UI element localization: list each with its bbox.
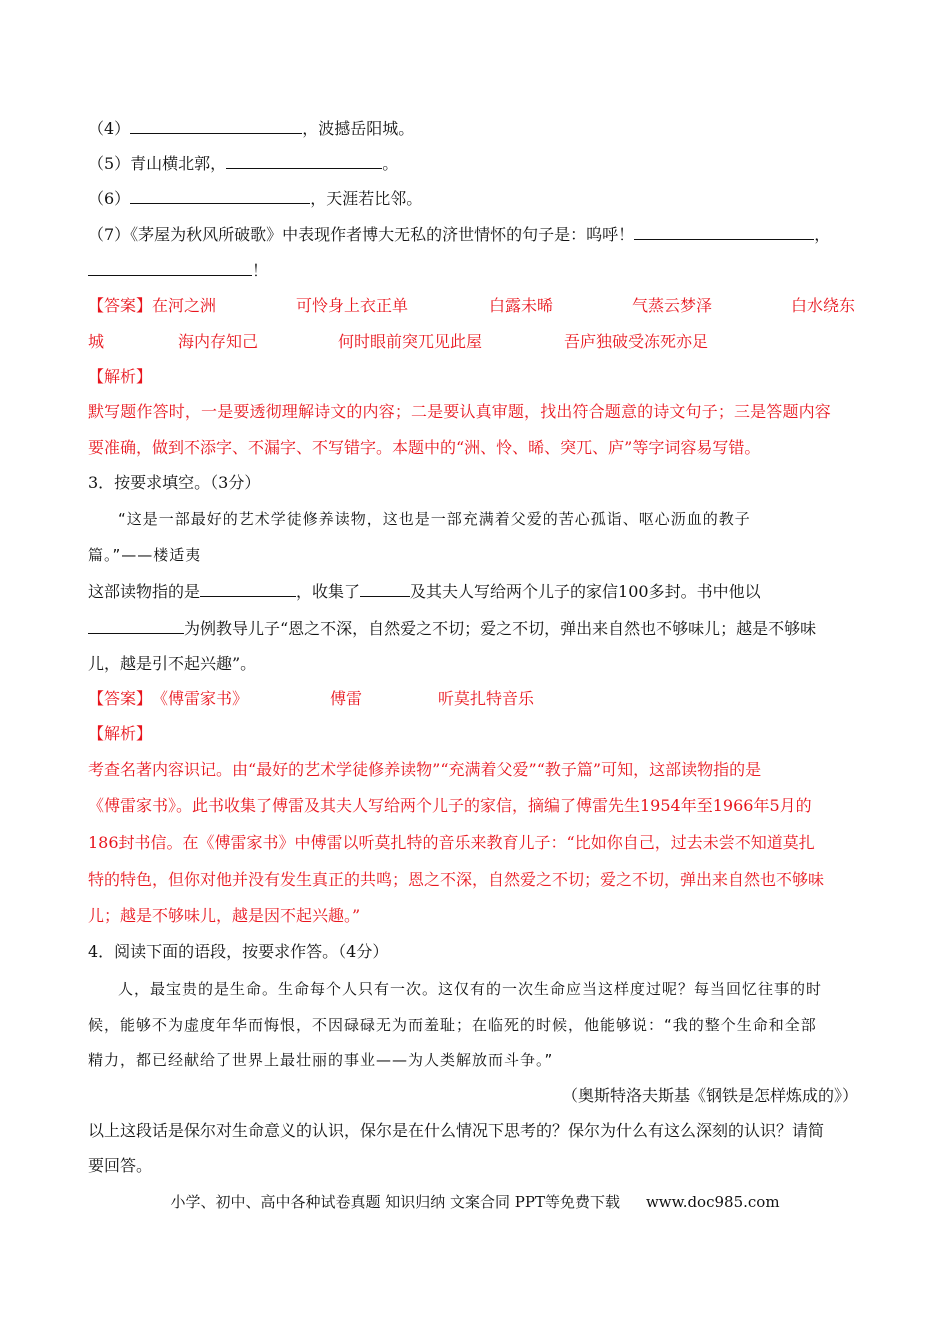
analysis-text: 考查名著内容识记。由“最好的艺术学徒修养读物”“充满着父爱”“教子篇”可知，这部读物指的是 [88,760,762,779]
analysis-text: 186封书信。在《傅雷家书》中傅雷以听莫扎特的音乐来教育儿子：“比如你自己，过去未尝不知道莫扎 [88,833,815,852]
passage-text: 人，最宝贵的是生命。生命每个人只有一次。这仅有的一次生命应当这样度过呢？每当回忆往事的时 [118,980,823,998]
answer-item: 可怜身上衣正单 [296,296,409,315]
answer-blank [130,118,302,134]
answer-blank [130,188,310,204]
answer-item: 城 [88,332,105,351]
answer-blank [634,224,814,240]
analysis-text: 默写题作答时，一是要透彻理解诗文的内容；二是要认真审题，找出符合题意的诗文句子；三是答题内容 [88,402,831,421]
question-text: 以上这段话是保尔对生命意义的认识，保尔是在什么情况下思考的？保尔为什么有这么深刻的认识？请简 [88,1121,825,1140]
quote-text: 篇。”——楼适夷 [88,546,202,564]
footer-text: 小学、初中、高中各种试卷真题 知识归纳 文案合同 PPT等免费下载 [170,1193,620,1211]
answer-item: 白露未晞 [489,296,554,315]
passage-text: 精力，都已经献给了世界上最壮丽的事业——为人类解放而斗争。” [88,1051,554,1069]
answer-blank [360,581,410,597]
item-text: （7）《茅屋为秋风所破歌》中表现作者博大无私的济世情怀的句子是：呜呼！ [88,225,635,244]
passage-source: （奥斯特洛夫斯基《钢铁是怎样炼成的》） [561,1086,858,1105]
analysis-text: 儿；越是不够味儿，越是因不起兴趣。” [88,906,361,925]
item-number: （6） [88,189,131,208]
item-text: 。 [382,154,399,173]
q2-item-7-cont [88,260,268,281]
item-text: ，波撼岳阳城。 [302,119,415,138]
q3-line-2 [88,618,816,639]
analysis-text: 《傅雷家书》。此书收集了傅雷及其夫人写给两个儿子的家信，摘编了傅雷先生1954年至1966年5月的 [88,796,812,815]
answer-item: 海内存知己 [178,332,259,351]
answer-item: 气蒸云梦泽 [632,296,713,315]
item-text: ！ [252,261,269,280]
answer-label: 【答案】 [88,689,153,708]
item-text: （5）青山横北郭， [88,154,227,173]
q3-line-3: 儿，越是引不起兴趣”。 [88,654,257,673]
answer-item: 傅雷 [330,689,363,708]
answer-item: 吾庐独破受冻死亦足 [564,332,709,351]
answer-blank [88,260,252,276]
quote-text: “这是一部最好的艺术学徒修养读物，这也是一部充满着父爱的苦心孤诣、呕心沥血的教子 [118,510,751,528]
answer-item: 《傅雷家书》 [152,689,249,708]
analysis-text: 要准确，做到不添字、不漏字、不写错字。本题中的“洲、怜、晞、突兀、庐”等字词容易写错。 [88,438,761,457]
page-footer [0,1192,950,1212]
item-text: ， [814,225,831,244]
answer-label: 【答案】 [88,296,153,315]
item-text: ，天涯若比邻。 [310,189,423,208]
passage-text: 候，能够不为虚度年华而悔恨，不因碌碌无为而羞耻；在临死的时候，他能够说：“我的整个生命和全部 [88,1016,817,1034]
item-number: （4） [88,119,131,138]
analysis-label: 【解析】 [88,367,153,386]
question-text: 要回答。 [88,1156,153,1175]
answer-item: 何时眼前突兀见此屋 [338,332,483,351]
analysis-text: 特的特色，但你对他并没有发生真正的共鸣；恩之不深，自然爱之不切；爱之不切，弹出来自然也不够味 [88,870,825,889]
answer-blank [226,153,382,169]
item-text: 及其夫人写给两个儿子的家信100多封。书中他以 [410,582,761,601]
question-heading: 3．按要求填空。（3分） [88,473,261,492]
footer-url[interactable]: www.doc985.com [645,1193,780,1211]
answer-blank [88,618,184,634]
answer-item: 听莫扎特音乐 [438,689,535,708]
question-heading: 4．阅读下面的语段，按要求作答。（4分） [88,942,389,961]
answer-item: 白水绕东 [791,296,856,315]
q2-item-6 [88,188,422,209]
q2-item-5 [88,153,398,174]
answer-blank [200,581,296,597]
q2-item-7 [88,224,830,245]
answer-item: 在河之洲 [152,296,217,315]
q3-line-1 [88,581,761,602]
item-text: ，收集了 [296,582,361,601]
analysis-label: 【解析】 [88,724,153,743]
item-text: 这部读物指的是 [88,582,201,601]
item-text: 为例教导儿子“恩之不深，自然爱之不切；爱之不切，弹出来自然也不够味儿；越是不够味 [184,619,817,638]
q2-item-4 [88,118,414,139]
